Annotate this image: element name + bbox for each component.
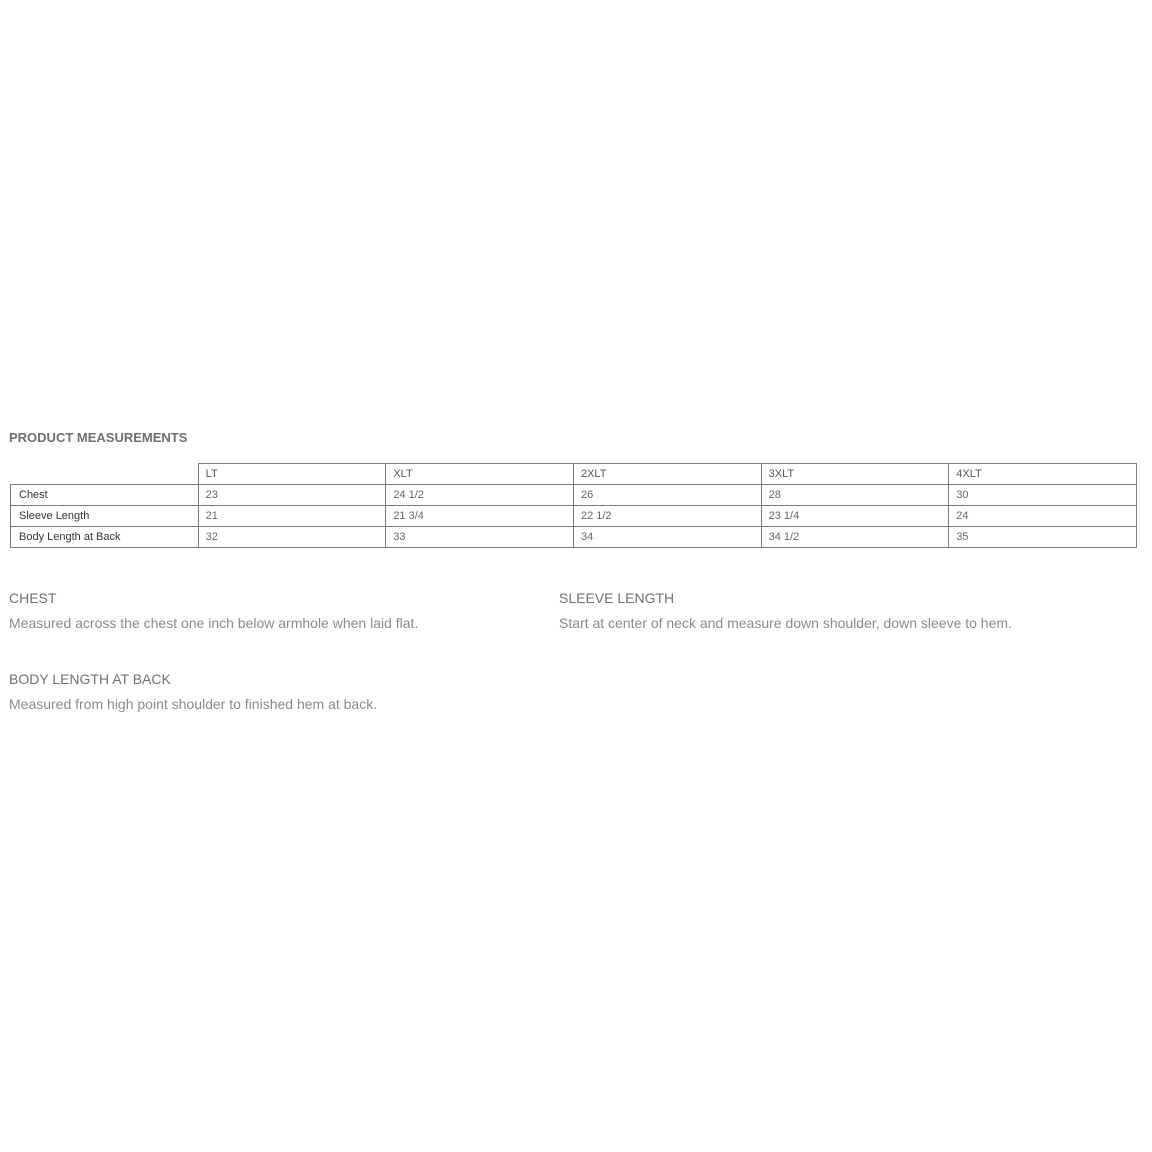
table-cell: 30 (949, 485, 1137, 506)
table-cell: 34 1/2 (761, 527, 949, 548)
table-cell: 23 (198, 485, 386, 506)
table-header-row (11, 464, 1137, 485)
description-title: CHEST (9, 590, 57, 606)
table-cell: 22 1/2 (573, 506, 761, 527)
table-cell: 21 3/4 (386, 506, 574, 527)
table-cell: 24 (949, 506, 1137, 527)
size-header: 3XLT (761, 464, 949, 485)
table-cell: 26 (573, 485, 761, 506)
table-cell: 32 (198, 527, 386, 548)
chest-description (9, 590, 549, 631)
description-text: Start at center of neck and measure down shoulder, down sleeve to hem. (559, 615, 1012, 631)
page-title: PRODUCT MEASUREMENTS (9, 430, 188, 445)
table-cell: 28 (761, 485, 949, 506)
table-row (11, 485, 1137, 506)
row-label-sleeve-length: Sleeve Length (11, 506, 199, 527)
table-row (11, 527, 1137, 548)
header-corner (11, 464, 199, 485)
measurements-table (10, 463, 1137, 548)
description-title: BODY LENGTH AT BACK (9, 671, 171, 687)
size-header: 4XLT (949, 464, 1137, 485)
table-row (11, 506, 1137, 527)
size-header: XLT (386, 464, 574, 485)
table-cell: 33 (386, 527, 574, 548)
table-cell: 24 1/2 (386, 485, 574, 506)
table-cell: 35 (949, 527, 1137, 548)
body-length-description (9, 671, 549, 712)
row-label-chest: Chest (11, 485, 199, 506)
sleeve-length-description (559, 590, 1099, 631)
table-cell: 34 (573, 527, 761, 548)
description-text: Measured across the chest one inch below armhole when laid flat. (9, 615, 419, 631)
description-title: SLEEVE LENGTH (559, 590, 675, 606)
table-cell: 23 1/4 (761, 506, 949, 527)
size-header: LT (198, 464, 386, 485)
description-text: Measured from high point shoulder to finished hem at back. (9, 696, 378, 712)
size-header: 2XLT (573, 464, 761, 485)
table-cell: 21 (198, 506, 386, 527)
row-label-body-length: Body Length at Back (11, 527, 199, 548)
